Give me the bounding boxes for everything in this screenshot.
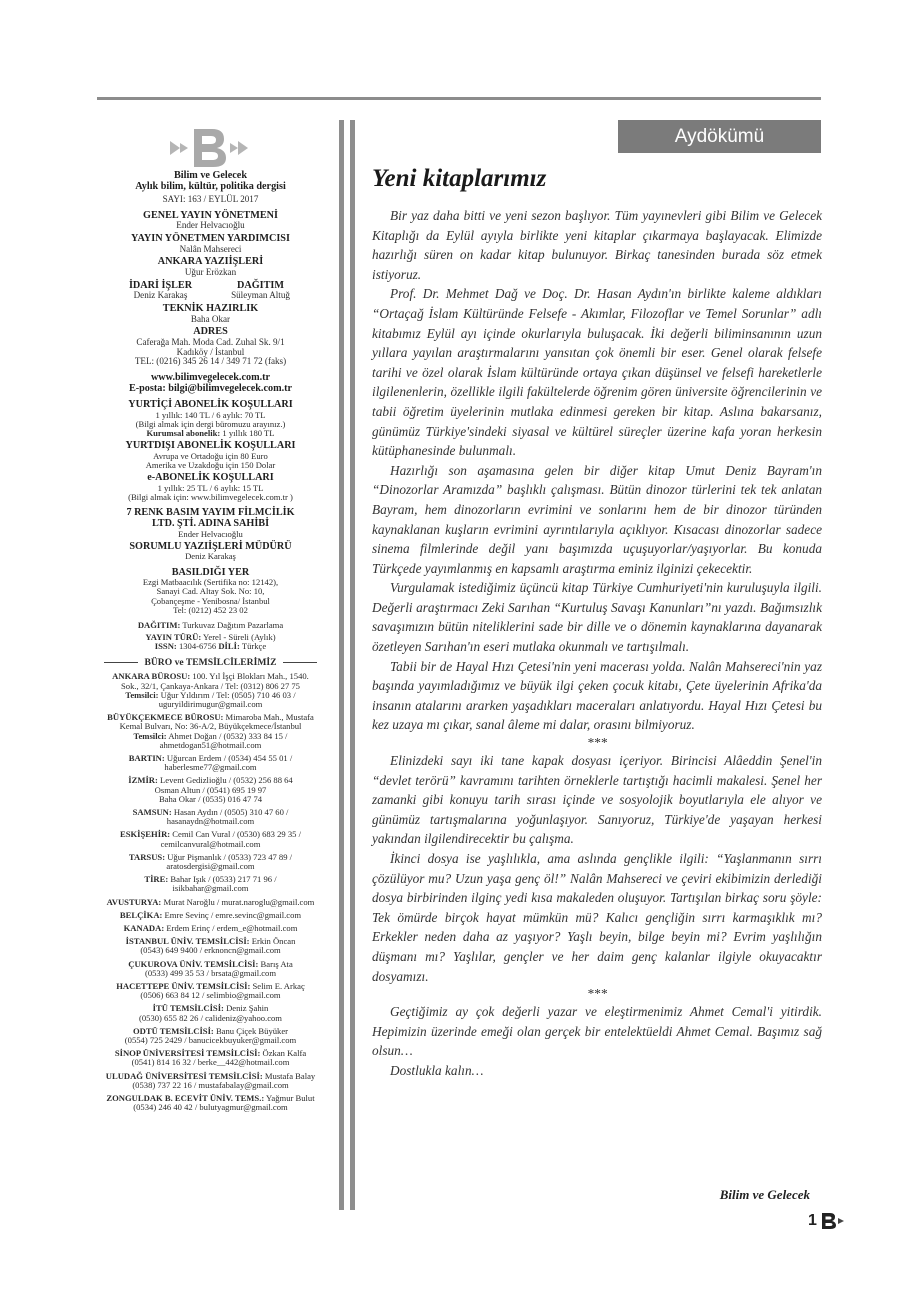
representative-label: TİRE: bbox=[144, 874, 169, 885]
representative-label: AVUSTURYA: bbox=[106, 896, 162, 907]
representative-line bbox=[88, 1036, 333, 1045]
article-paragraph: Hazırlığı son aşamasına gelen bir diğer kitap Umut Deniz Bayram'ın “Dinozorlar Aramızda” başlıklı çalışması. Bütün dinozor türlerini tek tek anlatan Bayram, hem dinozorların evrimini ve sonlarını hem de bir dinozor türünden kaynaklanan kuşların evrimini ayrıntılarıyla açıklıyor. Kısacası dinozorlar sadece sinema filmlerinde değil yanı başımızda uçuşuyorlar/yaşıyorlar. Bu konuda Türkçede yayımlanmış en kapsamlı araştırma eminiz ilginizi çekecektir. bbox=[372, 462, 822, 576]
representative-text: Uğur Pişmanlık / (0533) 723 47 89 / bbox=[167, 851, 293, 862]
representative-text: (0506) 663 84 12 / selimbio@gmail.com bbox=[140, 990, 281, 1001]
representative-line bbox=[88, 991, 333, 1000]
representative-text: isikbahar@gmail.com bbox=[172, 883, 249, 894]
representative-label: BARTIN: bbox=[128, 753, 165, 763]
representative-line bbox=[88, 1014, 333, 1023]
printer-line: Çobançeşme - Yenibosna/ İstanbul bbox=[151, 595, 270, 606]
representative-text: (0543) 649 9400 / erknoncn@gmail.com bbox=[140, 945, 281, 956]
representative-contact-text: Uğur Yıldırım / Tel: (0505) 710 46 03 / bbox=[160, 689, 296, 700]
article-paragraph: Dostlukla kalın… bbox=[390, 1062, 484, 1078]
representative-contact-line bbox=[88, 741, 333, 750]
representative-contact-text: Ahmet Doğan / (0532) 333 84 15 / bbox=[168, 730, 288, 741]
representative-text: Mimaroba Mah., Mustafa bbox=[225, 712, 314, 723]
owner-title: LTD. ŞTİ. ADINA SAHİBİ bbox=[151, 518, 270, 530]
issn-value: 1304-6756 bbox=[178, 641, 217, 652]
journal-tagline: Aylık bilim, kültür, politika dergisi bbox=[135, 180, 286, 192]
distribution-name: Süleyman Altuğ bbox=[231, 290, 290, 301]
technical-title: TEKNİK HAZIRLIK bbox=[162, 303, 259, 315]
corporate-sub-label: Kurumsal abonelik: bbox=[146, 428, 221, 439]
representative-entry bbox=[88, 1049, 333, 1067]
representative-text: (0533) 499 35 53 / brsata@gmail.com bbox=[144, 967, 277, 978]
representative-entry bbox=[88, 1004, 333, 1022]
top-rule bbox=[97, 97, 821, 100]
representative-line bbox=[88, 946, 333, 955]
representative-entry bbox=[88, 875, 333, 893]
representative-label: ESKİŞEHİR: bbox=[119, 829, 171, 840]
e-sub-title: e-ABONELİK KOŞULLARI bbox=[147, 472, 274, 484]
representative-text: cemilcanvural@hotmail.com bbox=[160, 838, 261, 849]
representative-label: İSTANBUL ÜNİV. TEMSİLCİSİ: bbox=[125, 936, 250, 947]
article-body bbox=[372, 206, 822, 1081]
representative-label: ÇUKUROVA ÜNİV. TEMSİLCİSİ: bbox=[128, 958, 259, 969]
general-editor-name: Ender Helvacıoğlu bbox=[176, 220, 245, 231]
dist-line bbox=[88, 621, 333, 630]
representative-entry bbox=[88, 982, 333, 1000]
reps-heading-rule bbox=[104, 662, 138, 663]
distribution-title: DAĞITIM bbox=[237, 279, 284, 291]
assistant-editor-name: Nalân Mahsereci bbox=[179, 243, 242, 254]
issue-info: SAYI: 163 / EYLÜL 2017 bbox=[162, 194, 259, 205]
representative-entry bbox=[88, 830, 333, 848]
representatives-list bbox=[88, 672, 333, 1112]
representative-text: aratosdergisi@gmail.com bbox=[166, 861, 255, 872]
representative-text: Yağmur Bulut bbox=[266, 1093, 315, 1104]
representative-text: Osman Altun / (0541) 695 19 97 bbox=[154, 784, 267, 795]
representative-entry bbox=[88, 924, 333, 933]
printer-line: Ezgi Matbaacılık (Sertifika no: 12142), bbox=[142, 577, 279, 588]
representative-entry bbox=[88, 808, 333, 826]
representative-label: İZMİR: bbox=[128, 775, 158, 786]
journal-logo-icon bbox=[170, 125, 250, 171]
representative-text: haberlesme77@gmail.com bbox=[164, 762, 257, 773]
representative-label: ZONGULDAK B. ECEVİT ÜNİV. TEMS.: bbox=[106, 1093, 265, 1104]
column-divider-left bbox=[339, 120, 344, 1210]
representative-text: Kemal Bulvarı, No: 36-A/2, Büyükçekmece/İstanbul bbox=[119, 721, 302, 732]
article-paragraph: Elinizdeki sayı iki tane kapak dosyası içeriyor. Birincisi Alâeddin Şenel'in “devlet terörü” kavramını tarihten örneklerle tartıştığı hacimli makalesi. Şenel her zamanki gibi konuyu tarih sırası içinde ve sosyolojik boyutlarıyla ele alıyor ve günümüz tartışmalarına yoğunlaşıyor. Sanıyoruz, Türkiye'de yaşayan herkesi yakından ilgilendirecektir bu çalışma. bbox=[372, 753, 822, 847]
representative-line bbox=[88, 1103, 333, 1112]
responsible-title: SORUMLU YAZIİŞLERİ MÜDÜRÜ bbox=[129, 540, 292, 552]
representative-text: Emre Sevinç / emre.sevinc@gmail.com bbox=[164, 909, 302, 920]
representative-label: ODTÜ TEMSİLCİSİ: bbox=[132, 1025, 214, 1036]
dist-label: DAĞITIM: bbox=[137, 620, 181, 631]
representative-entry bbox=[88, 672, 333, 709]
page-number bbox=[808, 1212, 845, 1230]
representative-entry bbox=[88, 1027, 333, 1045]
dist-value: Turkuvaz Dağıtım Pazarlama bbox=[182, 620, 284, 631]
representative-contact-text: uguryildirimugur@gmail.com bbox=[158, 698, 263, 709]
journal-name: Bilim ve Gelecek bbox=[174, 170, 247, 181]
representative-label: BÜYÜKÇEKMECE BÜROSU: bbox=[107, 712, 224, 723]
representative-text: Bahar Işık / (0533) 217 71 96 / bbox=[170, 874, 277, 885]
foreign-sub-line: Avrupa ve Ortadoğu için 80 Euro bbox=[153, 451, 268, 462]
article-paragraph: Geçtiğimiz ay çok değerli yazar ve eleştirmenimiz Ahmet Cemal'i yitirdik. Hepimizin üzerinde emeği olan gerçek bir entelektüeldi Ahmet Cemal. Başımız sağ olsun… bbox=[372, 1004, 822, 1059]
article-title: Yeni kitaplarımız bbox=[372, 165, 547, 192]
ankara-office-name: Uğur Erözkan bbox=[184, 267, 237, 278]
owner-name: Ender Helvacıoğlu bbox=[178, 528, 243, 539]
article-paragraph: Bir yaz daha bitti ve yeni sezon başlıyor. Tüm yayınevleri gibi Bilim ve Gelecek Kitaplığı da Eylül ayıyla birlikte yeni kitaplar çıkarmaya başlayacak. Elimizde hazırlığı süren on kadar kitap bulunuyor. Birkaç tanesinden burada söz etmek istiyoruz. bbox=[372, 208, 822, 282]
representative-text: Cemil Can Vural / (0530) 683 29 35 / bbox=[172, 829, 301, 840]
article-paragraph: Vurgulamak istediğimiz üçüncü kitap Türkiye Cumhuriyeti'nin kuruluşuyla ilgili. Değerli araştırmacı Zeki Sarıhan “Kurtuluş Savaşı Kanunları”nı yazdı. Bağımsızlık savaşımızın bütün niteliklerini sade bir dille ve o dönemin kaynaklarına dayanarak özetleyen Sarıhan'ın eseri mutlaka okunmalı ve tartışılmalı. bbox=[372, 580, 822, 655]
domestic-sub-line: (Bilgi almak için dergi büromuzu arayınız.) bbox=[135, 419, 286, 430]
representative-line bbox=[88, 763, 333, 772]
article-paragraph: İkinci dosya ise yaşlılıkla, ama aslında gençlikle ilgili: “Yaşlanmanın sırrı çözülüyor mu? Uzun yaşa genç öl!” Nalân Mahsereci ve çeviri ekibimizin derlediği dosya birbirinden ilginç yedi kısa makaleden oluşuyor. Tartışılan birkaç soru şöyle: Tek ömürde birçok hayat mümkün mü? Kalıcı gençliğin sırrı karmaşıklık mı? Erkekler neden daha az yaşıyor? Yaşlı beyin, bilge beyin mi? Evrim yaşlılığın düşmanı mı? Yaşlılar, gençler ve her daim genç kalanlar ilgiyle okuyacaktır dosyamızı. bbox=[372, 851, 822, 984]
representative-entry bbox=[88, 1094, 333, 1112]
technical-name: Baha Okar bbox=[190, 313, 231, 324]
representative-text: Baha Okar / (0535) 016 47 74 bbox=[158, 793, 263, 804]
representative-text: Mustafa Balay bbox=[264, 1070, 316, 1081]
representative-contact-label: Temsilci: bbox=[125, 689, 159, 700]
reps-heading-rule bbox=[283, 662, 317, 663]
address-line: Caferağa Mah. Moda Cad. Zuhal Sk. 9/1 bbox=[136, 336, 285, 347]
domestic-sub-title: YURTİÇİ ABONELİK KOŞULLARI bbox=[128, 399, 293, 411]
representative-text: Barış Ata bbox=[260, 958, 293, 969]
representative-label: TARSUS: bbox=[128, 851, 166, 862]
foreign-sub-line: Amerika ve Uzakdoğu için 150 Dolar bbox=[145, 460, 276, 471]
representative-text: Selim E. Arkaç bbox=[252, 981, 305, 992]
article-paragraph: Tabii bir de Hayal Hızı Çetesi'nin yeni macerası yolda. Nalân Mahsereci'nin yaz başında yayımladığımız ve büyük ilgi çeken çocuk kitabı, Çete üyelerinin Afrika'da insanın atalarını ararken yaşadıkları maceraları anlatıyordu. Hayal Hızı Çetesi bu kez uzaya mı çıkar, sanal âleme mi dalar, orasını bilmiyoruz. bbox=[372, 658, 822, 733]
representative-contact-text: ahmetdogan51@hotmail.com bbox=[159, 739, 262, 750]
ankara-office-title: ANKARA YAZIİŞLERİ bbox=[157, 256, 264, 268]
representative-entry bbox=[88, 960, 333, 978]
foreign-sub-title: YURTDIŞI ABONELİK KOŞULLARI bbox=[125, 440, 296, 452]
representative-text: Murat Naroğlu / murat.naroglu@gmail.com bbox=[163, 896, 315, 907]
reps-heading-text: BÜRO ve TEMSİLCİLERİMİZ bbox=[144, 656, 277, 668]
lang-label: DİLİ: bbox=[218, 641, 240, 652]
representative-text: (0541) 814 16 32 / berke__442@hotmail.com bbox=[131, 1057, 290, 1068]
issn-line bbox=[88, 642, 333, 651]
representative-text: (0554) 725 2429 / banucicekbuyuker@gmail.com bbox=[124, 1035, 297, 1046]
representative-line bbox=[88, 1058, 333, 1067]
representative-entry bbox=[88, 911, 333, 920]
section-separator: *** bbox=[587, 735, 607, 751]
general-editor-title: GENEL YAYIN YÖNETMENİ bbox=[143, 209, 278, 221]
column-divider-right bbox=[350, 120, 355, 1210]
address-tel: TEL: (0216) 345 26 14 / 349 71 72 (faks) bbox=[134, 356, 287, 367]
page-number-text: 1 bbox=[808, 1212, 817, 1229]
address-line: Kadıköy / İstanbul bbox=[176, 346, 245, 357]
representative-label: BELÇİKA: bbox=[119, 909, 163, 920]
printer-line: Tel: (0212) 452 23 02 bbox=[173, 604, 248, 615]
representative-label: KANADA: bbox=[123, 923, 165, 934]
representative-line bbox=[88, 911, 333, 920]
section-label: Aydökümü bbox=[618, 120, 821, 153]
admin-distribution-row bbox=[88, 281, 333, 301]
representative-line bbox=[88, 840, 333, 849]
representative-line bbox=[88, 862, 333, 871]
representative-line bbox=[88, 817, 333, 826]
pub-type-value: Yerel - Süreli (Aylık) bbox=[203, 632, 276, 643]
printer-line: Sanayi Cad. Altay Sok. No: 10, bbox=[156, 586, 265, 597]
representative-label: SİNOP ÜNİVERSİTESİ TEMSİLCİSİ: bbox=[114, 1048, 261, 1059]
section-separator: *** bbox=[587, 986, 607, 1002]
representative-line bbox=[88, 898, 333, 907]
admin-title: İDARİ İŞLER bbox=[128, 279, 193, 291]
reps-heading bbox=[88, 658, 333, 668]
representative-text: Uğurcan Erdem / (0534) 454 55 01 / bbox=[166, 753, 293, 763]
representative-label: ANKARA BÜROSU: bbox=[112, 671, 191, 682]
representative-text: (0534) 246 40 42 / bulutyagmur@gmail.com bbox=[133, 1102, 288, 1113]
email-link[interactable]: E-posta: bilgi@bilimvegelecek.com.tr bbox=[128, 382, 293, 394]
masthead bbox=[88, 171, 333, 1113]
representative-text: 100. Yıl İşçi Blokları Mah., 1540. bbox=[192, 671, 309, 682]
representative-line bbox=[88, 924, 333, 933]
representative-text: (0538) 737 22 16 / mustafabalay@gmail.com bbox=[132, 1079, 289, 1090]
lang-value: Türkçe bbox=[241, 641, 267, 652]
representative-entry bbox=[88, 776, 333, 804]
representative-entry bbox=[88, 853, 333, 871]
page-logo-icon bbox=[819, 1212, 845, 1230]
e-sub-line: 1 yıllık: 25 TL / 6 aylık: 15 TL bbox=[157, 483, 264, 494]
representative-entry bbox=[88, 1072, 333, 1090]
representative-line bbox=[88, 1081, 333, 1090]
representative-label: HACETTEPE ÜNİV. TEMSİLCİSİ: bbox=[116, 981, 251, 992]
article-signature: Bilim ve Gelecek bbox=[719, 1187, 810, 1202]
representative-label: İTÜ TEMSİLCİSİ: bbox=[152, 1003, 224, 1014]
pub-type-label: YAYIN TÜRÜ: bbox=[145, 632, 202, 643]
representative-line bbox=[88, 969, 333, 978]
representative-line bbox=[88, 795, 333, 804]
representative-line bbox=[88, 884, 333, 893]
representative-text: Erkin Öncan bbox=[251, 936, 296, 947]
representative-label: SAMSUN: bbox=[132, 807, 172, 818]
responsible-name: Deniz Karakaş bbox=[185, 551, 236, 562]
owner-title: 7 RENK BASIM YAYIM FİLMCİLİK bbox=[126, 507, 295, 519]
representative-text: Levent Gedizlioğlu / (0532) 256 88 64 bbox=[160, 775, 293, 786]
website-link[interactable]: www.bilimvegelecek.com.tr bbox=[150, 372, 271, 384]
representative-text: Erdem Erinç / erdem_e@hotmail.com bbox=[166, 923, 298, 934]
assistant-editor-title: YAYIN YÖNETMEN YARDIMCISI bbox=[131, 233, 290, 245]
representative-label: ULUDAĞ ÜNİVERSİTESİ TEMSİLCİSİ: bbox=[105, 1070, 263, 1081]
issn-label: ISSN: bbox=[154, 641, 177, 652]
representative-entry bbox=[88, 754, 333, 772]
representative-entry bbox=[88, 713, 333, 750]
address-title: ADRES bbox=[193, 326, 228, 338]
representative-contact-label: Temsilci: bbox=[133, 730, 167, 741]
representative-text: Hasan Aydın / (0505) 310 47 60 / bbox=[173, 807, 289, 818]
e-sub-line: (Bilgi almak için: www.bilimvegelecek.com.tr ) bbox=[128, 492, 293, 503]
representative-text: Sok., 32/1, Çankaya-Ankara / Tel: (0312) 806 27 75 bbox=[121, 680, 300, 691]
representative-contact-line bbox=[88, 700, 333, 709]
representative-entry bbox=[88, 898, 333, 907]
representative-entry bbox=[88, 937, 333, 955]
representative-text: Banu Çiçek Büyüker bbox=[215, 1025, 289, 1036]
corporate-sub-value: 1 yıllık 180 TL bbox=[222, 428, 275, 439]
representative-text: hasanaydn@hotmail.com bbox=[166, 816, 255, 827]
representative-text: Özkan Kalfa bbox=[262, 1048, 307, 1059]
admin-name: Deniz Karakaş bbox=[133, 290, 188, 301]
printer-title: BASILDIĞI YER bbox=[171, 566, 250, 578]
corporate-sub-line bbox=[88, 429, 333, 438]
article-paragraph: Prof. Dr. Mehmet Dağ ve Doç. Dr. Hasan Aydın'ın birlikte kaleme aldıkları “Ortaçağ İslam Kültüründe Felsefe - Akımlar, Filozoflar ve Temel Sorunlar” adlı kitabımız Eylül ayı içinde okurlarıyla buluşacak. İki değerli biliminsanının uzun yıllara yayılan araştırmalarını yansıtan çok önemli bir eser. Genel olarak felsefe tarihi ve özel olarak İslam kültüründe ortaya çıkan düşünsel ve felsefi hareketlerle ilgilenenlerin, özellikle ilgili fakültelerde öğrenim gören üniversite öğrencilerinin ve tabii öğretim üyelerinin mutlaka edinmesi gereken bir kitap. Aslına bakarsanız, günümüz Türkiye'sindeki siyasal ve kültürel süreçler üzerine kafa yoran herkesin kütüphanesinde bulunmalı. bbox=[372, 286, 822, 459]
representative-text: Deniz Şahin bbox=[226, 1003, 269, 1014]
domestic-sub-line: 1 yıllık: 140 TL / 6 aylık: 70 TL bbox=[155, 409, 266, 420]
representative-text: (0530) 655 82 26 / calideniz@yahoo.com bbox=[139, 1012, 282, 1023]
